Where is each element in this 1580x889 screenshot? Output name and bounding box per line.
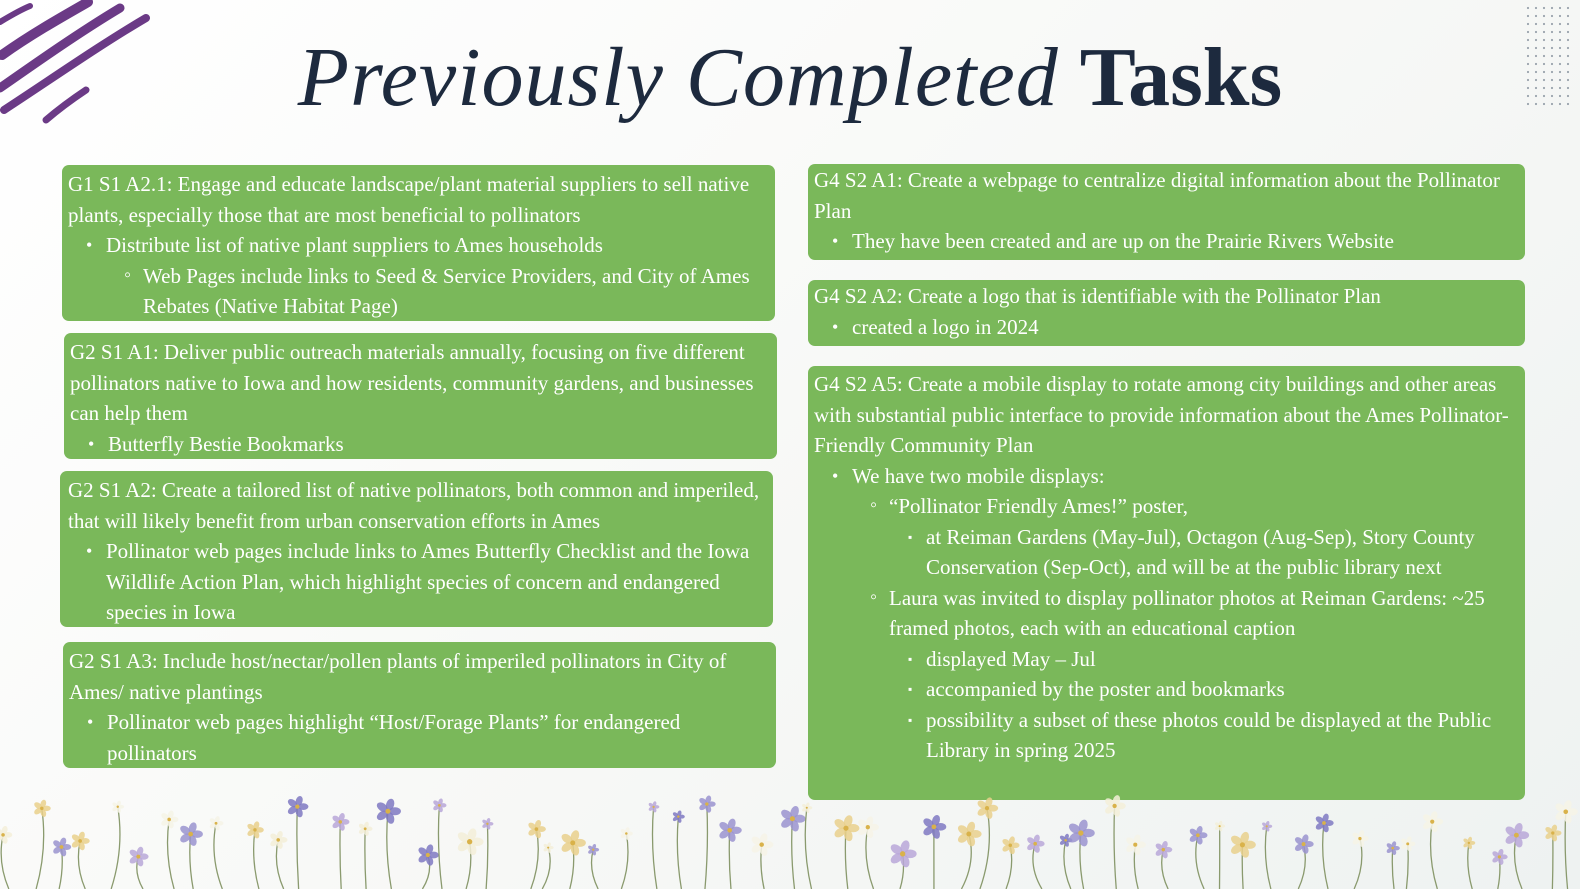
flower-center — [1266, 825, 1268, 827]
task-card-g2-s1-a1 — [64, 333, 777, 459]
flower-center — [966, 832, 971, 837]
flower-center — [1064, 839, 1067, 842]
task-bullet: • Distribute list of native plant suppliers to Ames households — [68, 230, 769, 261]
flower-center — [385, 809, 390, 814]
grid-dot — [1543, 7, 1545, 9]
flower-center — [1406, 842, 1409, 845]
flower-stem — [621, 834, 628, 889]
flower-center — [535, 827, 539, 831]
flower-stem — [652, 807, 656, 889]
task-card-g1-s1-a2-1 — [62, 165, 775, 321]
flower-stem — [1114, 806, 1116, 889]
flower-center — [843, 826, 848, 831]
flower-center — [1498, 855, 1501, 858]
flower-center — [1, 833, 5, 837]
flower-stem — [1468, 843, 1472, 889]
flower-center — [900, 851, 905, 856]
flower-center — [1009, 844, 1013, 848]
grid-dot — [1543, 23, 1545, 25]
grid-dot — [1527, 23, 1529, 25]
grid-dot — [1551, 23, 1553, 25]
task-sub-sub-bullet: ▪ displayed May – Jul — [814, 644, 1519, 675]
task-sub-sub-bullet: ▪ at Reiman Gardens (May-Jul), Octagon (Aug-Sep), Story County Conservation (Sep-Oct), and will be at the public library next — [814, 522, 1519, 583]
task-heading: G2 S1 A1: Deliver public outreach materials annually, focusing on five different pollinators native to Iowa and how residents, community gardens, and businesses can help them — [70, 340, 754, 425]
flower-center — [438, 804, 441, 807]
task-card-g4-s2-a2 — [808, 280, 1525, 346]
flower-stem — [297, 807, 299, 889]
flower-center — [652, 806, 654, 808]
flower-stem — [486, 824, 488, 889]
flower-center — [1514, 833, 1519, 838]
task-bullet: • created a logo in 2024 — [814, 312, 1519, 343]
flower-stem — [214, 823, 222, 889]
task-sub-bullet: ◦ Web Pages include links to Seed & Service Providers, and City of Ames Rebates (Native Habitat Page) — [68, 261, 769, 322]
task-bullet: • We have two mobile displays: — [814, 461, 1519, 492]
grid-dot — [1551, 7, 1553, 9]
flower-center — [1322, 821, 1326, 825]
grid-dot — [1567, 23, 1569, 25]
flower-center — [78, 839, 82, 843]
flower-center — [1196, 833, 1200, 837]
flower-center — [364, 827, 367, 830]
grid-dot — [1559, 7, 1561, 9]
flower-stem — [542, 848, 550, 889]
flower-center — [117, 806, 119, 808]
flower-center — [1302, 842, 1306, 846]
task-heading: G1 S1 A2.1: Engage and educate landscape/plant material suppliers to sell native plants, especially those that are most beneficial to pollinators — [68, 172, 750, 227]
task-heading: G2 S1 A3: Include host/nectar/pollen plants of imperiled pollinators in City of Ames/ native plantings — [69, 649, 727, 704]
grid-dot — [1559, 23, 1561, 25]
flower-center — [1430, 820, 1434, 824]
flower-stem — [805, 808, 811, 889]
flower-stem — [1406, 844, 1408, 889]
task-card-g4-s2-a1 — [808, 164, 1525, 260]
flower-center — [188, 832, 193, 837]
flower-center — [985, 806, 989, 810]
flower-center — [426, 853, 430, 857]
flower-stem — [36, 808, 44, 889]
flower-center — [253, 828, 256, 831]
grid-dot — [1543, 15, 1545, 17]
flower-center — [486, 823, 488, 825]
flower-center — [60, 845, 64, 849]
flower-center — [167, 818, 171, 822]
grid-dot — [1567, 15, 1569, 17]
grid-dot — [1567, 7, 1569, 9]
title-bold-part: Tasks — [1079, 31, 1283, 124]
grid-dot — [1535, 15, 1537, 17]
flower-stem — [677, 817, 681, 889]
flower-center — [1240, 842, 1245, 847]
flower-stem — [1323, 823, 1328, 889]
flower-center — [276, 838, 280, 842]
flower-center — [1468, 842, 1470, 844]
grid-dot — [1551, 15, 1553, 17]
task-card-g4-s2-a5 — [808, 366, 1525, 800]
flower-stem — [592, 850, 599, 889]
flower-center — [547, 847, 549, 849]
task-heading: G4 S2 A5: Create a mobile display to rotate among city buildings and other areas with substantial public interface to provide information about the Ames Pollinator-Friendly Community Plan — [814, 372, 1509, 457]
flower-center — [40, 807, 43, 810]
flower-center — [790, 816, 795, 821]
task-bullet: • They have been created and are up on the Prairie Rivers Website — [814, 226, 1519, 257]
task-bullet: • Butterfly Bestie Bookmarks — [70, 429, 771, 460]
flower-stem — [254, 830, 259, 889]
task-bullet: • Pollinator web pages include links to Ames Butterfly Checklist and the Iowa Wildlife Action Plan, which highlight species of concern and endangered species in Iowa — [68, 536, 767, 628]
flower-center — [1078, 830, 1083, 835]
flower-center — [1358, 837, 1361, 840]
flower-center — [1033, 842, 1037, 846]
flower-center — [625, 832, 628, 835]
task-sub-sub-bullet: ▪ accompanied by the poster and bookmarks — [814, 674, 1519, 705]
flower-center — [1219, 825, 1221, 827]
flower-center — [1563, 809, 1568, 814]
flower-center — [727, 828, 732, 833]
flower-center — [759, 842, 764, 847]
flower-center — [295, 804, 299, 808]
flower-center — [570, 840, 575, 845]
flower-center — [866, 825, 870, 829]
task-sub-bullet: ◦ “Pollinator Friendly Ames!” poster, — [814, 491, 1519, 522]
flower-center — [467, 839, 472, 844]
flower-stem — [340, 822, 341, 889]
grid-dot — [1527, 15, 1529, 17]
flower-stem — [531, 829, 538, 889]
title-italic-part: Previously Completed — [297, 31, 1059, 124]
flower-center — [1112, 804, 1116, 808]
flower-center — [338, 820, 342, 824]
flower-center — [592, 849, 594, 851]
task-sub-bullet: ◦ Laura was invited to display pollinator photos at Reiman Gardens: ~25 framed photos, each with an educational caption — [814, 583, 1519, 644]
task-bullet: • Pollinator web pages highlight “Host/Forage Plants” for endangered pollinators — [69, 707, 770, 768]
page-title — [0, 28, 1580, 128]
flower-center — [677, 815, 679, 817]
flower-center — [932, 824, 937, 829]
task-heading: G4 S2 A1: Create a webpage to centralize digital information about the Pollinator Plan — [814, 168, 1500, 223]
wildflower-border-decoration — [0, 794, 1580, 889]
task-card-g2-s1-a3 — [63, 642, 776, 768]
flower-stem — [980, 808, 989, 889]
flower-stem — [1565, 812, 1567, 889]
flower-center — [1133, 843, 1137, 847]
grid-dot — [1535, 23, 1537, 25]
flower-center — [1551, 831, 1554, 834]
flower-center — [705, 802, 708, 805]
task-heading: G4 S2 A2: Create a logo that is identifiable with the Pollinator Plan — [814, 284, 1381, 308]
task-card-g2-s1-a2 — [60, 471, 773, 627]
flower-stem — [1552, 833, 1553, 889]
flower-stem — [438, 805, 442, 889]
flower-stem — [1064, 840, 1071, 889]
flower-center — [136, 855, 140, 859]
grid-dot — [1527, 7, 1529, 9]
grid-dot — [1535, 7, 1537, 9]
flower-stem — [365, 829, 366, 889]
flower-center — [1391, 847, 1394, 850]
grid-dot — [1559, 15, 1561, 17]
flower-center — [215, 822, 218, 825]
task-sub-sub-bullet: ▪ possibility a subset of these photos could be displayed at the Public Library in spring 2025 — [814, 705, 1519, 766]
flower-stem — [168, 819, 175, 889]
flower-stem — [111, 807, 120, 889]
flower-center — [806, 807, 808, 809]
task-heading: G2 S1 A2: Create a tailored list of native pollinators, both common and imperiled, that will likely benefit from urban conservation efforts in Ames — [68, 478, 760, 533]
flower-stem — [705, 804, 707, 889]
flower-center — [1162, 848, 1165, 851]
flower-stem — [1265, 826, 1271, 889]
